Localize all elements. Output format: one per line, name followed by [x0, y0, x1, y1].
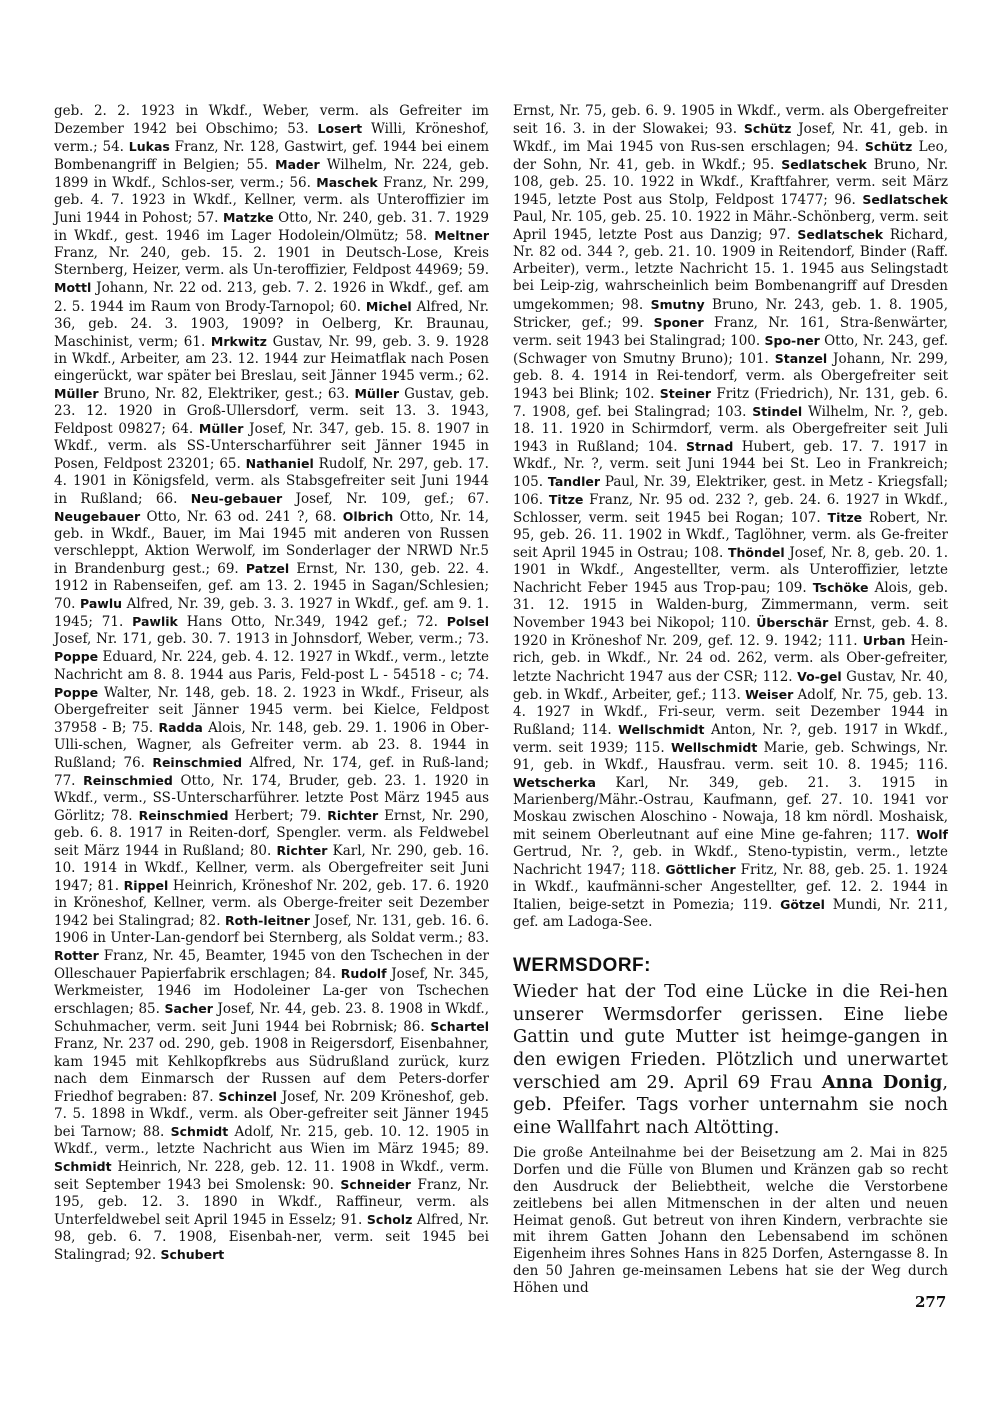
surname: Michel [365, 298, 412, 314]
text-run: Franz, Nr. 95 od. 232 ?, geb. 24. 6. 1927 in Wkdf., Schlosser, verm. seit 1945 bei Rogan; 107. [513, 492, 948, 527]
text-run: Franz, Nr. 237 od. 290, geb. 1908 in Reigersdorf, Eisenbahner, kam 1945 mit Kehlkopfkrebs aus Südrußland zurück, kurz nach dem Einmarsch der Russen auf dem Peters-dorfer Friedhof begraben: 87. [54, 1036, 489, 1105]
surname: Tandler [547, 473, 601, 489]
surname: Matzke [222, 210, 274, 226]
text-run: Anton, Nr. ?, geb. 1917 in Wkdf., verm. seit 1939; 115. [513, 721, 948, 756]
text-run: Josef, Nr. 44, geb. 23. 8. 1908 in Wkdf., Schuhmacher, verm. seit Juni 1944 bei Robrnisk; 86. [54, 1001, 489, 1036]
surname: Schütz [743, 121, 792, 137]
surname: Maschek [316, 175, 378, 191]
surname: Mottl [54, 280, 92, 296]
surname: Thöndel [727, 545, 785, 561]
surname: Müller [54, 385, 99, 401]
surname: Tschöke [812, 580, 869, 596]
surname: Roth-leitner [225, 913, 310, 929]
text-run: Franz, Nr. 161, Stra-ßenwärter, verm. seit 1943 bei Stalingrad; 100. [513, 314, 949, 349]
text-run: Alois, geb. 31. 12. 1915 in Walden-burg, Zimmermann, verm. seit November 1943 bei Nikopol; 110. [513, 580, 948, 632]
text-run: Paul, Nr. 39, Elektriker, gest. in Metz - Kriegsfall; 106. [513, 473, 948, 509]
surname: Meltner [434, 228, 489, 244]
surname: Wellschmidt [670, 739, 758, 755]
surname: Sedlatschek [781, 157, 867, 173]
text-run: Franz, Nr. 299, geb. 4. 7. 1923 in Wkdf., Kellner, verm. als Unteroffizier im Juni 1944 in Pohost; 57. [54, 175, 489, 227]
surname: Poppe [54, 684, 99, 700]
surname: Smutny [650, 296, 705, 312]
surname: Sponer [653, 314, 704, 330]
text-run: Gustav, Nr. 99, geb. 3. 9. 1928 in Wkdf., Arbeiter, am 23. 12. 1944 zur Heimatflak nach Posen eingerückt, war später bei Breslau, seit Jänner 1945 verm.; 62. [54, 333, 489, 384]
text-run: Heinrich, Nr. 228, geb. 12. 11. 1908 in Wkdf., verm. seit September 1943 bei Smolensk: 90. [54, 1158, 489, 1193]
text-run: Alfred, Nr. 98, geb. 6. 7. 1908, Eisenbah-ner, verm. seit 1945 bei Stalingrad; 92. [54, 1211, 489, 1264]
surname: Müller [198, 420, 244, 436]
text-run: Otto, Nr. 240, geb. 31. 7. 1929 in Wkdf., gest. 1946 im Lager Hodolein/Olmütz; 58. [54, 210, 489, 245]
surname: Rippel [123, 878, 169, 894]
surname: Wolf [916, 826, 948, 842]
surname: Schubert [160, 1247, 225, 1263]
text-run: Bruno, Nr. 243, geb. 1. 8. 1905, Stricker, gef.; 99. [513, 296, 949, 331]
text-run: Wilhelm, Nr. 224, geb. 1899 in Wkdf., Schlos-ser, verm.; 56. [54, 157, 489, 192]
surname: Sedlatschek [797, 227, 884, 243]
text-run: , geb. Pfeifer. Tags vorher unternahm sie noch eine Wallfahrt nach Altötting. [513, 1071, 948, 1138]
text-run: Josef, Nr. 345, Werkmeister, 1946 im Hodoleiner La-ger von Tschechen erschlagen; 85. [54, 966, 489, 1018]
text-run: Franz, Nr. 45, Beamter, 1945 von den Tschechen in der Olleschauer Papierfabrik erschlagen; 84. [54, 948, 489, 983]
text-run: Franz, Nr. 240, geb. 15. 2. 1901 in Deutsch-Lose, Kreis Sternberg, Heizer, verm. als Un-teroffizier, Feldpost 44969; 59. [54, 245, 489, 279]
text-run: Josef, Nr. 109, gef.; 67. [282, 491, 490, 508]
text-run: Wieder hat der Tod eine Lücke in die Rei-hen unserer Wermsdorfer gerissen. Eine liebe Gattin und gute Mutter ist heimge-gangen in den ewigen Frieden. Plötzlich und unerwartet verschied am 29. April 69 Frau [513, 981, 948, 1093]
section-heading: WERMSDORF: [513, 955, 651, 977]
text-run: Heinrich, Kröneshof Nr. 202, geb. 17. 6. 1920 in Kröneshof, Kellner, verm. als Oberge-freiter seit Dezember 1942 bei Stalingrad; 82. [54, 878, 489, 930]
surname: Anna Donig [821, 1071, 943, 1093]
text-run: Marie, geb. Schwings, Nr. 91, geb. in Wkdf., Hausfrau. verm. seit 10. 8. 1945; 116. [513, 739, 948, 773]
text-run: Alfred, Nr. 174, gef. in Ruß-land; 77. [54, 754, 489, 789]
text-run: Wilhelm, Nr. ?, geb. 18. 11. 1920 in Schirmdorf, verm. als Obergefreiter seit Juli 1943 in Rußland; 104. [513, 403, 948, 455]
text-run: geb. 2. 2. 1923 in Wkdf., Weber, verm. als Gefreiter im Dezember 1942 bei Obschimo; 53. [54, 103, 489, 138]
body-paragraph: Die große Anteilnahme bei der Beisetzung am 2. Mai in 825 Dorfen und die Fülle von Blumen und Kränzen gab so recht den Ausdruck der Beliebtheit, welche die Verstorbene zeitlebens bei allen Mitmenschen in der alten und neuen Heimat genoß. Gut betreut von ihren Kindern, verbrachte sie mit ihrem Gatten Johann den Lebensabend im schönen Eigenheim ihres Sohnes Hans in 825 Dorfen, Asterngasse 8. In den 50 Jahren ge-meinsamen Lebens hat sie der Weg durch Höhen und [513, 1145, 948, 1296]
surname: Schinzel [218, 1088, 277, 1104]
page-number: 277 [915, 1293, 947, 1311]
text-run: Otto, Nr. 63 od. 241 ?, 68. [140, 509, 343, 526]
surname: Patzel [245, 561, 290, 577]
text-run: Josef, Nr. 8, geb. 20. 1. 1901 in Wkdf., Angestellter, verm. als Unteroffizier, letzte Nachricht Feber 1945 aus Trop-pau; 109. [513, 545, 948, 597]
surname: Göttlicher [665, 862, 736, 878]
surname: Vo-gel [797, 668, 842, 684]
surname: Polsel [446, 614, 489, 630]
surname: Reinschmied [138, 807, 229, 823]
surname: Poppe [54, 649, 99, 665]
text-run: Alfred, Nr. 36, geb. 24. 3. 1903, 1909? in Oelberg, Kr. Braunau, Maschinist, verm; 61. [54, 298, 489, 350]
surname: Weiser [745, 686, 794, 702]
surname: Urban [862, 633, 906, 649]
text-run: Josef, Nr. 209 Kröneshof, geb. 7. 5. 1898 in Wkdf., verm. als Ober-gefreiter seit Jänner 1945 bei Tarnow; 88. [54, 1088, 489, 1140]
text-run: Hein-rich, geb. in Wkdf., Nr. 24 od. 262, verm. als Ober-gefreiter, letzte Nachricht 1947 aus der CSR; 112. [513, 633, 948, 685]
surname: Lukas [128, 139, 170, 155]
surname: Schneider [340, 1176, 411, 1192]
text-run: Ernst, Nr. 290, geb. 6. 8. 1917 in Reiten-dorf, Spengler. verm. als Feldwebel seit März 1944 in Rußland; 80. [54, 807, 490, 859]
surname: Pawlik [132, 614, 178, 630]
text-run: Willi, Kröneshof, verm.; 54. [54, 121, 489, 156]
text-run: Mundi, Nr. 211, gef. am Ladoga-See. [513, 897, 948, 931]
text-run: Adolf, Nr. 215, geb. 10. 12. 1905 in Wkdf., verm., letzte Nachricht aus Wien im März 1945; 89. [54, 1123, 489, 1157]
text-run: Otto, Nr. 14, geb. in Wkdf., Bauer, im Mai 1945 mit anderen von Russen verschleppt, Aktion Werwolf, im Sonderlager der NRWD Nr.5 in Brandenburg gest.; 69. [54, 509, 489, 578]
surname: Nathaniel [245, 455, 314, 471]
casualty-list-left [54, 103, 489, 1264]
text-run: Josef, Nr. 41, geb. in Wkdf., im Mai 1945 von Rus-sen erschlagen; 94. [513, 121, 949, 156]
surname: Strnad [685, 438, 734, 454]
text-run: Alfred, Nr. 39, geb. 3. 3. 1927 in Wkdf., gef. am 9. 1. 1945; 71. [54, 596, 489, 631]
surname: Müller [354, 385, 399, 401]
surname: Neu-gebauer [190, 491, 283, 507]
text-run: Fritz (Friedrich), Nr. 131, geb. 6. 7. 1908, gef. bei Stalingrad; 103. [513, 385, 948, 420]
text-run: Ernst, Nr. 130, geb. 22. 4. 1912 in Rabenseifen, gef. am 13. 2. 1945 in Sagan/Schlesien; 70. [54, 561, 489, 613]
text-run: Alois, Nr. 148, geb. 29. 1. 1906 in Ober-Ulli-schen, Wagner, als Gefreiter verm. ab 23. 8. 1944 in Rußland; 76. [54, 719, 489, 771]
surname: Schütz [864, 139, 913, 155]
text-run: Herbert; 79. [228, 807, 328, 824]
text-run: Paul, Nr. 105, geb. 25. 10. 1922 in Mähr.-Schönberg, verm. seit April 1945, letzte Post aus Danzig; 97. [513, 209, 948, 244]
surname: Scholz [366, 1211, 413, 1227]
text-run: Rudolf, Nr. 297, geb. 17. 4. 1901 in Königsfeld, verm. als Stabsgefreiter seit Juni 1944 in Rußland; 66. [54, 455, 489, 508]
text-run: Franz, Nr. 195, geb. 12. 3. 1890 in Wkdf., Raffineur, verm. als Unterfeldwebel seit April 1945 in Esselz; 91. [54, 1176, 490, 1228]
surname: Mrkwitz [210, 333, 267, 349]
text-run: Karl, Nr. 290, geb. 16. 10. 1914 in Wkdf., Kellner, verm. als Obergefreiter seit Juni 1947; 81. [54, 842, 489, 895]
text-run: Otto, Nr. 243, gef. (Schwager von Smutny Bruno); 101. [513, 332, 948, 367]
text-run: Johann, Nr. 299, geb. 8. 4. 1914 in Rei-tendorf, verm. als Obergefreiter seit 1943 bei Blink; 102. [513, 350, 948, 402]
text-run: Adolf, Nr. 75, geb. 13. 4. 1927 in Wkdf., Fri-seur, verm. seit Dezember 1944 in Rußland; 114. [513, 686, 948, 738]
text-run: Franz, Nr. 128, Gastwirt, gef. 1944 bei einem Bombenangriff in Belgien; 55. [54, 139, 489, 174]
surname: Rudolf [340, 966, 387, 982]
left-column [54, 103, 489, 1264]
text-run: Eduard, Nr. 224, geb. 4. 12. 1927 in Wkdf., verm., letzte Nachricht am 8. 8. 1944 aus Paris, Feld-post L - 54518 - c; 74. [54, 649, 489, 683]
text-run: Josef, Nr. 131, geb. 16. 6. 1906 in Unter-Lan-gendorf bei Sternberg, als Soldat verm.; 83. [54, 913, 490, 947]
text-run: Josef, Nr. 171, geb. 30. 7. 1913 in Johnsdorf, Weber, verm.; 73. [54, 631, 489, 648]
right-column [513, 103, 948, 1297]
surname: Mader [275, 157, 320, 173]
text-run: Johann, Nr. 22 od. 213, geb. 7. 2. 1926 in Wkdf., gef. am 2. 5. 1944 im Raum von Brody-Tarnopol; 60. [54, 280, 489, 315]
surname: Götzel [780, 897, 825, 913]
surname: Stindel [752, 403, 803, 419]
casualty-list-right [513, 103, 948, 931]
surname: Richter [276, 842, 328, 858]
text-run: Richard, Nr. 82 od. 344 ?, geb. 21. 10. 1909 in Reitendorf, Binder (Raff. Arbeiter), verm., letzte Nachricht 15. 1. 1945 aus Selingstadt bei Leip-zig, wahrscheinlich beim Bombenangriff auf Dresden umgekommen; 98. [513, 227, 948, 313]
text-run: Hubert, geb. 17. 7. 1917 in Wkdf., Nr. ?, verm. seit Juni 1944 bei St. Leo in Frankreich; 105. [513, 438, 948, 490]
surname: Pawlu [80, 596, 123, 612]
text-run: Josef, Nr. 347, geb. 15. 8. 1907 in Wkdf., verm. als SS-Unterscharführer seit Jänner 1945 in Posen, Feldpost 23201; 65. [54, 420, 489, 472]
text-run: Hans Otto, Nr.349, 1942 gef.; 72. [177, 614, 447, 631]
text-run: Gustav, Nr. 40, geb. in Wkdf., Arbeiter, gef.; 113. [513, 668, 948, 703]
surname: Schmidt [54, 1158, 112, 1174]
surname: Radda [158, 719, 203, 735]
surname: Wetscherka [513, 774, 596, 790]
text-run: Robert, Nr. 95, geb. 26. 11. 1902 in Wkdf., Taglöhner, verm. als Ge-freiter seit April 1945 in Ostrau; 108. [513, 510, 948, 562]
text-run: Walter, Nr. 148, geb. 18. 2. 1923 in Wkdf., Friseur, als Obergefreiter seit Jänner 1945 verm. bei Kielce, Feldpost 37958 - B; 75. [54, 684, 489, 736]
surname: Reinschmied [83, 772, 173, 788]
text-run: Ernst, geb. 4. 8. 1920 in Kröneshof Nr. 209, gef. 12. 9. 1942; 111. [513, 615, 949, 650]
surname: Reinschmied [152, 754, 243, 770]
surname: Titze [548, 492, 584, 508]
surname: Olbrich [342, 509, 394, 525]
text-run: Bruno, Nr. 108, geb. 25. 10. 1922 in Wkdf., Kraftfahrer, verm. seit März 1945, letzte Post aus Stolp, Feldpost 17477; 96. [513, 157, 948, 209]
text-run: Leo, der Sohn, Nr. 41, geb. in Wkdf.; 95. [513, 139, 948, 174]
surname: Wellschmidt [618, 721, 705, 737]
surname: Sedlatschek [862, 192, 948, 208]
text-run: Karl, Nr. 349, geb. 21. 3. 1915 in Marienberg/Mähr.-Ostrau, Kaufmann, gef. 27. 10. 1941 vor Moskau zwischen Aloschino - Nowaja, 18 km nördl. Moshaisk, mit seinem Oberleutnant auf eine Mine ge-fahren; 117. [513, 774, 948, 843]
text-run: Gustav, geb. 23. 12. 1920 in Groß-Ullersdorf, verm. seit 13. 3. 1943, Feldpost 09827; 64. [54, 385, 490, 437]
lead-paragraph [513, 981, 948, 1139]
surname: Steiner [659, 385, 712, 401]
surname: Spo-ner [764, 332, 820, 348]
text-run: Gertrud, Nr. ?, geb. in Wkdf., Steno-typistin, verm., letzte Nachricht 1947; 118. [513, 843, 948, 879]
surname: Schartel [430, 1019, 489, 1035]
text-run: Ernst, Nr. 75, geb. 6. 9. 1905 in Wkdf., verm. als Obergefreiter seit 16. 3. in der Slowakei; 93. [513, 103, 948, 138]
surname: Rotter [54, 948, 99, 964]
text-run: Otto, Nr. 174, Bruder, geb. 23. 1. 1920 in Wkdf., verm., SS-Unterscharführer. letzte Post März 1945 aus Görlitz; 78. [54, 772, 489, 824]
surname: Sacher [164, 1001, 213, 1017]
surname: Titze [827, 510, 863, 526]
surname: Überschär [756, 615, 829, 631]
text-run: Bruno, Nr. 82, Elektriker, gest.; 63. [98, 385, 355, 402]
surname: Stanzel [774, 350, 828, 366]
surname: Schmidt [170, 1123, 229, 1139]
text-run: Fritz, Nr. 88, geb. 25. 1. 1924 in Wkdf., kaufmänni-scher Angestellter, gef. 12. 2. 1944 in Italien, beige-setzt in Pomezia; 119. [513, 862, 948, 914]
surname: Losert [317, 121, 363, 137]
surname: Richter [327, 807, 379, 823]
surname: Neugebauer [54, 509, 141, 525]
